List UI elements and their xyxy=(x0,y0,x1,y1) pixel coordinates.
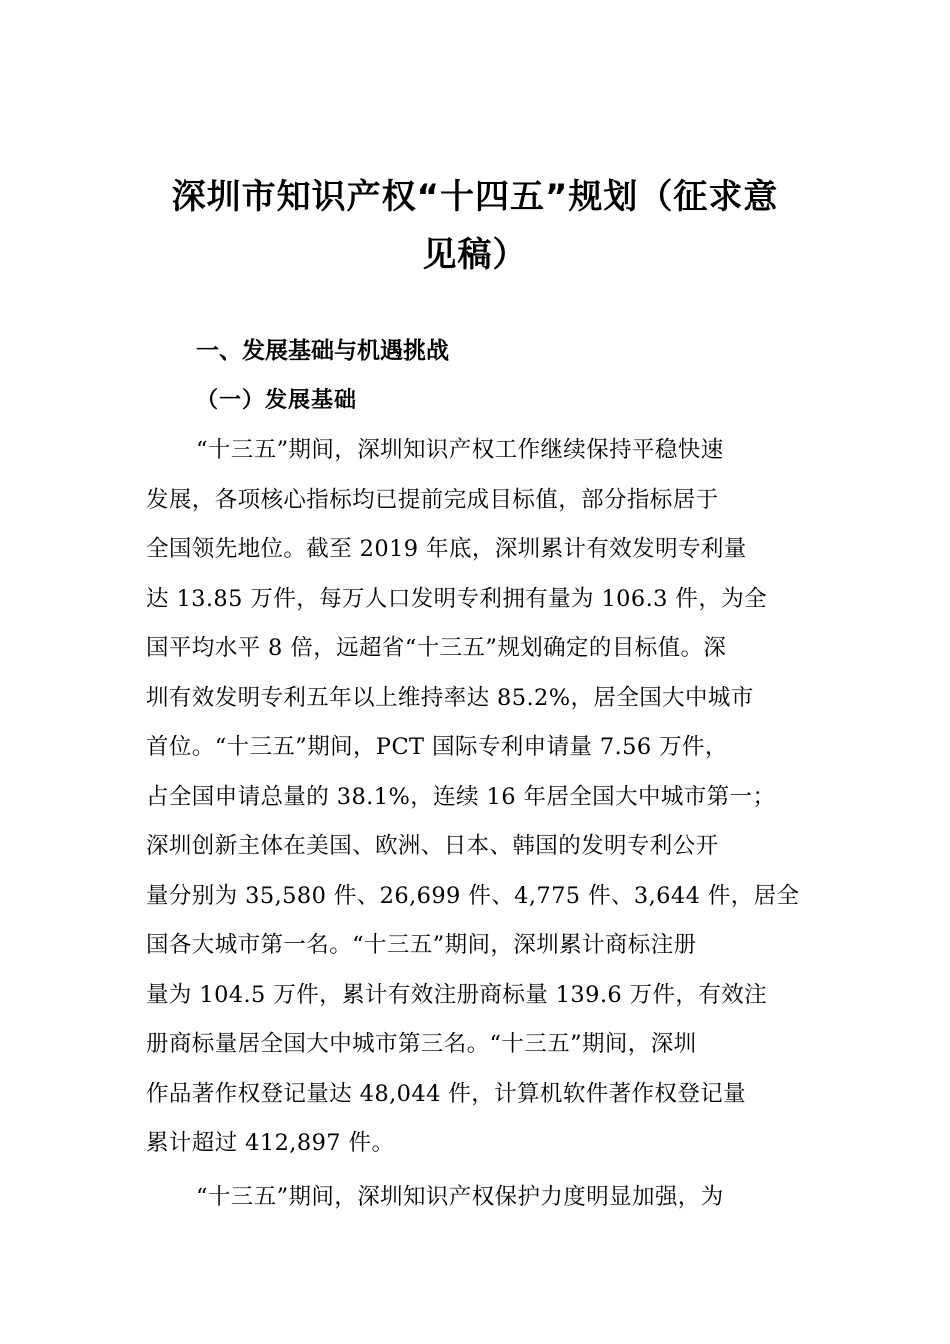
paragraph-line: 圳有效发明专利五年以上维持率达 85.2%，居全国大中城市 xyxy=(146,684,754,711)
paragraph-line: 累计超过 412,897 件。 xyxy=(146,1130,395,1156)
paragraph-line: 国各大城市第一名。“十三五”期间，深圳累计商标注册 xyxy=(146,932,697,958)
body-paragraph xyxy=(146,426,846,1169)
title-line: 深圳市知识产权“十四五”规划（征求意 xyxy=(171,177,779,217)
paragraph-line: 册商标量居全国大中城市第三名。“十三五”期间，深圳 xyxy=(146,1031,697,1057)
section-heading: 一、发展基础与机遇挑战 xyxy=(196,338,449,364)
paragraph-line: “十三五”期间，深圳知识产权工作继续保持平稳快速 xyxy=(196,437,724,463)
title-line: 见稿） xyxy=(422,235,528,275)
paragraph-line: 深圳创新主体在美国、欧洲、日本、韩国的发明专利公开 xyxy=(146,833,719,859)
body-paragraph xyxy=(146,1173,846,1223)
paragraph-line: 占全国申请总量的 38.1%，连续 16 年居全国大中城市第一； xyxy=(146,783,776,810)
paragraph-line: 首位。“十三五”期间，PCT 国际专利申请量 7.56 万件， xyxy=(146,734,728,760)
paragraph-line: “十三五”期间，深圳知识产权保护力度明显加强，为 xyxy=(196,1184,724,1210)
paragraph-line: 作品著作权登记量达 48,044 件，计算机软件著作权登记量 xyxy=(146,1080,747,1107)
paragraph-line: 量分别为 35,580 件、26,699 件、4,775 件、3,644 件，居全 xyxy=(146,882,800,909)
paragraph-line: 全国领先地位。截至 2019 年底，深圳累计有效发明专利量 xyxy=(146,536,747,562)
paragraph-line: 国平均水平 8 倍，远超省“十三五”规划确定的目标值。深 xyxy=(146,635,727,661)
subsection-heading: （一）发展基础 xyxy=(196,387,358,413)
paragraph-line: 发展，各项核心指标均已提前完成目标值，部分指标居于 xyxy=(146,486,719,513)
page-title xyxy=(150,168,800,284)
paragraph-line: 达 13.85 万件，每万人口发明专利拥有量为 106.3 件，为全 xyxy=(146,585,768,612)
paragraph-line: 量为 104.5 万件，累计有效注册商标量 139.6 万件，有效注 xyxy=(146,981,768,1008)
